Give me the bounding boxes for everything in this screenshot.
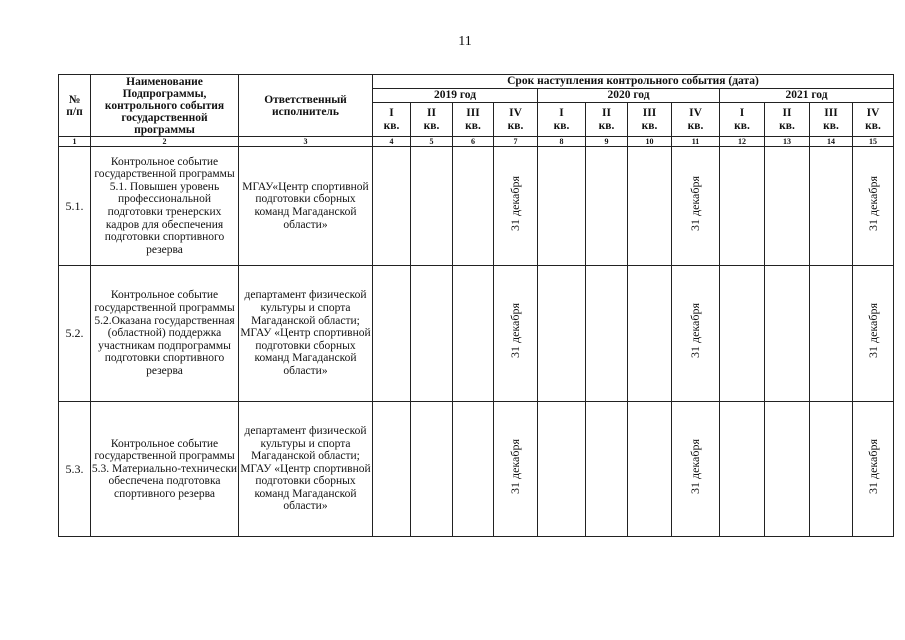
date-cell: 31 декабря <box>672 266 720 402</box>
date-cell <box>586 266 628 402</box>
date-cell: 31 декабря <box>853 402 894 537</box>
date-cell <box>373 147 411 266</box>
date-cell <box>720 147 765 266</box>
header-quarter: IV кв. <box>853 103 894 137</box>
executor: департамент физической культуры и спорта Магаданской области; МГАУ «Центр спортивной подготовки сборных команд Магаданской области» <box>239 266 373 402</box>
header-quarter: II кв. <box>586 103 628 137</box>
date-cell <box>765 147 810 266</box>
header-quarter: IV кв. <box>672 103 720 137</box>
date-cell <box>586 402 628 537</box>
date-cell <box>453 266 494 402</box>
header-quarter: II кв. <box>411 103 453 137</box>
date-cell <box>810 266 853 402</box>
table-row <box>59 402 894 537</box>
column-number: 7 <box>494 137 538 147</box>
column-number: 11 <box>672 137 720 147</box>
date-cell <box>628 147 672 266</box>
date-cell: 31 декабря <box>853 266 894 402</box>
date-cell <box>411 402 453 537</box>
column-number: 12 <box>720 137 765 147</box>
control-events-table <box>58 74 894 537</box>
table-row <box>59 147 894 266</box>
date-cell <box>628 402 672 537</box>
date-cell: 31 декабря <box>494 147 538 266</box>
date-cell <box>411 147 453 266</box>
header-name: Наименование Подпрограммы, контрольного события государственной программы <box>91 75 239 137</box>
date-cell <box>453 147 494 266</box>
column-number: 4 <box>373 137 411 147</box>
date-cell: 31 декабря <box>494 402 538 537</box>
page-number: 11 <box>458 34 472 49</box>
column-number: 14 <box>810 137 853 147</box>
column-number: 1 <box>59 137 91 147</box>
row-number: 5.2. <box>59 266 91 402</box>
column-number: 10 <box>628 137 672 147</box>
date-cell <box>810 402 853 537</box>
event-name: Контрольное событие государственной программы 5.2.Оказана государственная (областной) поддержка участникам подпрограммы подготовки спортивного резерва <box>91 266 239 402</box>
header-deadline: Срок наступления контрольного события (дата) <box>373 75 894 89</box>
event-name: Контрольное событие государственной программы 5.1. Повышен уровень профессиональной подготовки тренерских кадров для обеспечения подготовки спортивного резерва <box>91 147 239 266</box>
header-year-2020: 2020 год <box>538 89 720 103</box>
date-cell <box>720 402 765 537</box>
executor: МГАУ«Центр спортивной подготовки сборных команд Магаданской области» <box>239 147 373 266</box>
date-cell <box>765 266 810 402</box>
date-cell: 31 декабря <box>672 402 720 537</box>
header-quarter: I кв. <box>373 103 411 137</box>
header-quarter: II кв. <box>765 103 810 137</box>
header-year-2021: 2021 год <box>720 89 894 103</box>
date-cell <box>538 147 586 266</box>
date-cell <box>538 266 586 402</box>
column-number: 3 <box>239 137 373 147</box>
date-cell <box>373 402 411 537</box>
header-quarter: III кв. <box>628 103 672 137</box>
date-cell <box>538 402 586 537</box>
date-cell: 31 декабря <box>853 147 894 266</box>
date-cell <box>628 266 672 402</box>
event-name: Контрольное событие государственной программы 5.3. Материально-технически обеспечена подготовка спортивного резерва <box>91 402 239 537</box>
header-quarter: IV кв. <box>494 103 538 137</box>
header-quarter: III кв. <box>453 103 494 137</box>
header-quarter: III кв. <box>810 103 853 137</box>
date-cell: 31 декабря <box>672 147 720 266</box>
column-number: 15 <box>853 137 894 147</box>
header-executor: Ответственный исполнитель <box>239 75 373 137</box>
date-cell <box>810 147 853 266</box>
date-cell <box>720 266 765 402</box>
date-cell <box>453 402 494 537</box>
date-cell <box>586 147 628 266</box>
column-number: 8 <box>538 137 586 147</box>
header-quarter: I кв. <box>720 103 765 137</box>
table-row <box>59 266 894 402</box>
executor: департамент физической культуры и спорта Магаданской области; МГАУ «Центр спортивной подготовки сборных команд Магаданской области» <box>239 402 373 537</box>
header-quarter: I кв. <box>538 103 586 137</box>
date-cell: 31 декабря <box>494 266 538 402</box>
header-num: № п/п <box>59 75 91 137</box>
date-cell <box>411 266 453 402</box>
row-number: 5.1. <box>59 147 91 266</box>
date-cell <box>373 266 411 402</box>
column-number: 13 <box>765 137 810 147</box>
header-year-2019: 2019 год <box>373 89 538 103</box>
column-number: 6 <box>453 137 494 147</box>
row-number: 5.3. <box>59 402 91 537</box>
column-number: 2 <box>91 137 239 147</box>
date-cell <box>765 402 810 537</box>
column-number: 9 <box>586 137 628 147</box>
column-number: 5 <box>411 137 453 147</box>
